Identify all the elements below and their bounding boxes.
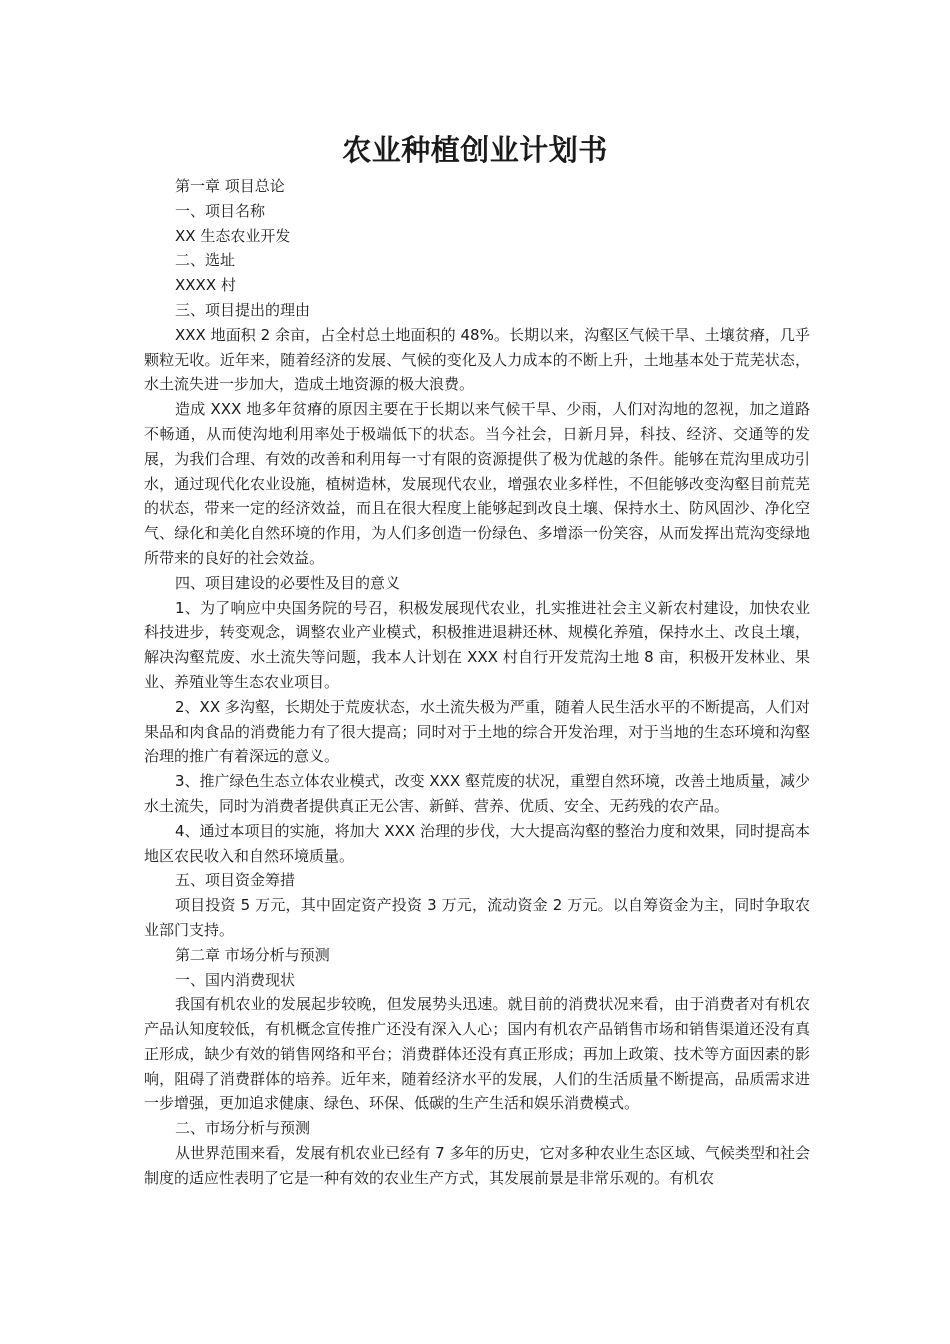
body-paragraph: 3、推广绿色生态立体农业模式，改变 XXX 壑荒废的状况，重塑自然环境，改善土地质量，减少水土流失，同时为消费者提供真正无公害、新鲜、营养、优质、安全、无药残的农产品。 [144,772,810,815]
section-heading: 一、项目名称 [175,201,266,220]
body-paragraph: XX 生态农业开发 [175,226,291,245]
section-heading: 五、项目资金筹措 [175,871,296,890]
body-paragraph: XXXX 村 [175,276,236,295]
chapter-heading: 第二章 市场分析与预测 [175,945,330,964]
body-paragraph: 我国有机农业的发展起步较晚，但发展势头迅速。就目前的消费状况来看，由于消费者对有机农产品认知度较低，有机概念宣传推广还没有深入人心；国内有机农产品销售市场和销售渠道还没有真正形成，缺少有效的销售网络和平台；消费群体还没有真正形成；再加上政策、技术等方面因素的影响，阻碍了消费群体的培养。近年来，随着经济水平的发展，人们的生活质量不断提高，品质需求进一步增强，更加追求健康、绿色、环保、低碳的生产生活和娱乐消费模式。 [144,995,810,1113]
section-heading: 二、市场分析与预测 [175,1119,311,1138]
body-paragraph: 项目投资 5 万元，其中固定资产投资 3 万元，流动资金 2 万元。以自筹资金为主，同时争取农业部门支持。 [144,896,810,939]
document-body [144,174,810,1191]
section-heading: 一、国内消费现状 [175,970,296,989]
body-paragraph: XXX 地面积 2 余亩，占全村总土地面积的 48%。长期以来，沟壑区气候干旱、土壤贫瘠，几乎颗粒无收。近年来，随着经济的发展、气候的变化及人力成本的不断上升，土地基本处于荒芜状态，水土流失进一步加大，造成土地资源的极大浪费。 [144,325,810,394]
document-title: 农业种植创业计划书 [342,133,608,167]
body-paragraph: 造成 XXX 地多年贫瘠的原因主要在于长期以来气候干旱、少雨，人们对沟地的忽视，加之道路不畅通，从而使沟地利用率处于极端低下的状态。当今社会，日新月异，科技、经济、交通等的发展，为我们合理、有效的改善和利用每一寸有限的资源提供了极为优越的条件。能够在荒沟里成功引水，通过现代化农业设施，植树造林，发展现代农业，增强农业多样性，不但能够改变沟壑目前荒芜的状态，带来一定的经济效益，而且在很大程度上能够起到改良土壤、保持水土、防风固沙、净化空气、绿化和美化自然环境的作用，为人们多创造一份绿色、多增添一份笑容，从而发挥出荒沟变绿地所带来的良好的社会效益。 [144,400,810,567]
body-paragraph: 2、XX 多沟壑，长期处于荒废状态，水土流失极为严重，随着人民生活水平的不断提高，人们对果品和肉食品的消费能力有了很大提高；同时对于土地的综合开发治理，对于当地的生态环境和沟壑治理的推广有着深远的意义。 [144,697,810,766]
chapter-heading: 第一章 项目总论 [175,177,285,195]
section-heading: 三、项目提出的理由 [175,300,311,319]
body-paragraph: 1、为了响应中央国务院的号召，积极发展现代农业，扎实推进社会主义新农村建设，加快农业科技进步，转变观念，调整农业产业模式，积极推进退耕还林、规模化养殖，保持水土、改良土壤，解决沟壑荒废、水土流失等问题，我本人计划在 XXX 村自行开发荒沟土地 8 亩，积极开发林业、果业、养殖业等生态农业项目。 [144,598,810,691]
section-heading: 四、项目建设的必要性及目的意义 [175,573,401,592]
body-paragraph: 从世界范围来看，发展有机农业已经有 7 多年的历史，它对多种农业生态区域、气候类型和社会制度的适应性表明了它是一种有效的农业生产方式，其发展前景是非常乐观的。有机农 [144,1144,810,1187]
body-paragraph: 4、通过本项目的实施，将加大 XXX 治理的步伐，大大提高沟壑的整治力度和效果，同时提高本地区农民收入和自然环境质量。 [144,821,810,865]
section-heading: 二、选址 [175,251,236,270]
